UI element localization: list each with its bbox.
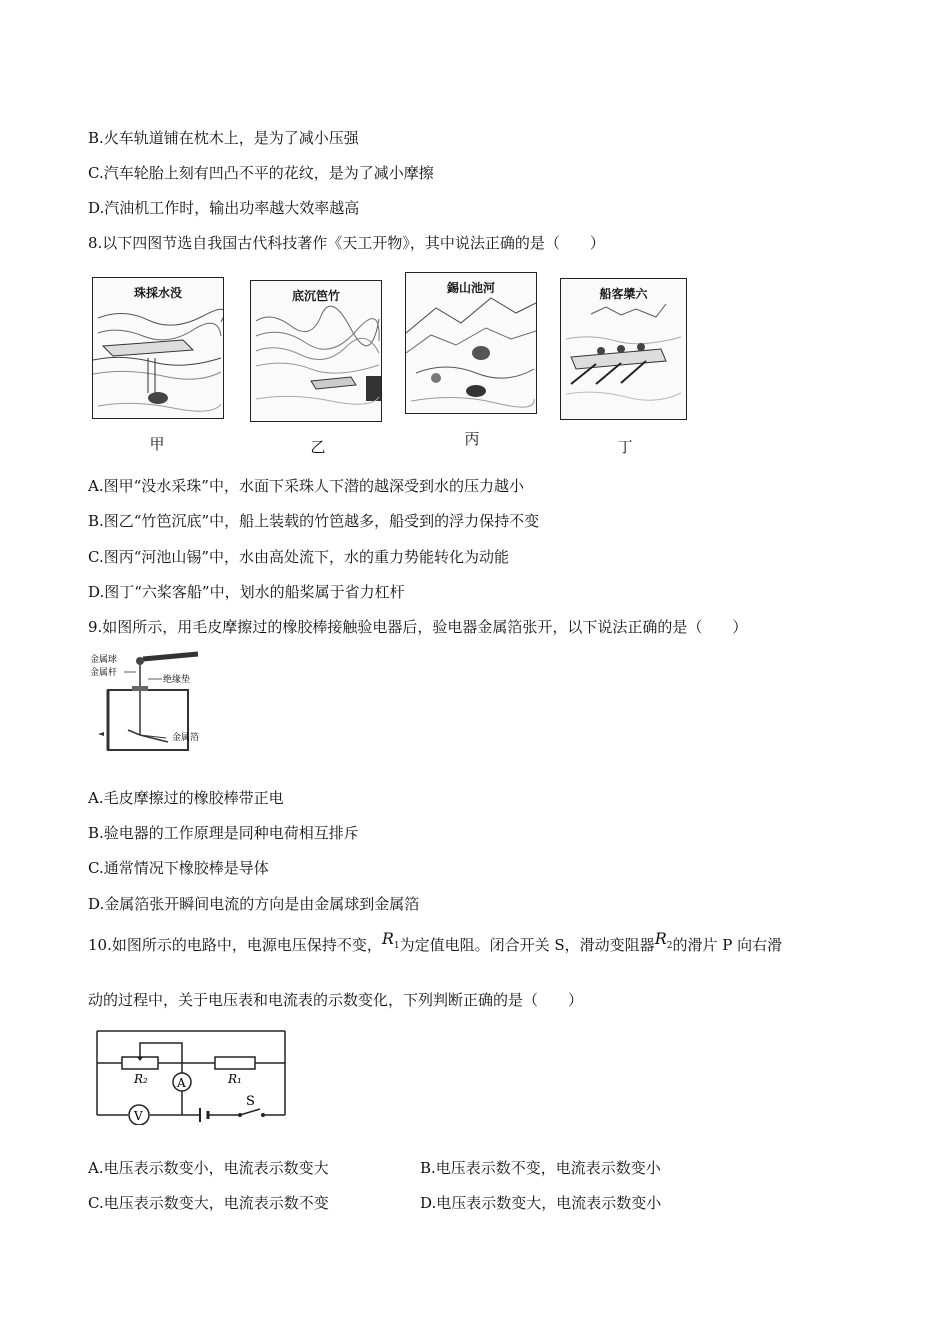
q8-label-jia: 甲	[149, 435, 165, 453]
q9-electroscope-drawing	[88, 650, 218, 765]
q10-label-switch: S	[246, 1094, 255, 1109]
q8-panel-bing-illustration	[406, 273, 536, 413]
q8-panel-jia-title: 珠採水没	[133, 286, 182, 300]
q10-r1-symbol	[381, 929, 400, 952]
q10-label-r1: R₁	[228, 1072, 242, 1086]
q8-label-yi: 乙	[310, 438, 326, 456]
q7-option-c: C.汽车轮胎上刻有凹凸不平的花纹，是为了减小摩擦	[88, 164, 434, 182]
q7-option-d: D.汽油机工作时，输出功率越大效率越高	[88, 199, 360, 217]
q9-label-rod: 金属杆	[90, 668, 118, 678]
q9-electroscope-figure	[88, 650, 218, 765]
q7-option-b: B.火车轨道铺在枕木上，是为了减小压强	[88, 129, 359, 147]
q8-panel-jia	[92, 277, 224, 419]
q10-r2-subscript: 2	[666, 941, 673, 952]
q8-panel-yi-title: 底沉笆竹	[291, 289, 340, 303]
q8-stem: 8.以下四图节选自我国古代科技著作《天工开物》，其中说法正确的是（ ）	[88, 234, 605, 252]
q8-label-bing: 丙	[464, 430, 480, 448]
q10-stem-line1	[88, 929, 783, 962]
q9-option-d: D.金属箔张开瞬间电流的方向是由金属球到金属箔	[88, 895, 420, 913]
q10-r1-letter: R	[381, 929, 394, 948]
q9-stem: 9.如图所示，用毛皮摩擦过的橡胶棒接触验电器后，验电器金属箔张开，以下说法正确的是（ ）	[88, 618, 748, 636]
q10-circuit-diagram	[90, 1025, 295, 1125]
q10-stem-part2: 为定值电阻。闭合开关 S，滑动变阻器	[399, 936, 655, 954]
q9-option-c: C.通常情况下橡胶棒是导体	[88, 859, 269, 877]
q8-panel-bing-title: 錫山池河	[446, 281, 495, 295]
q8-panel-ding-illustration	[561, 279, 686, 419]
q10-circuit-figure	[90, 1025, 295, 1125]
q10-r2-symbol	[654, 929, 673, 952]
q10-r1-subscript: 1	[393, 941, 400, 952]
q10-option-c: C.电压表示数变大，电流表示数不变	[88, 1194, 329, 1212]
q10-stem-part3: 的滑片 P 向右滑	[672, 936, 783, 954]
q8-option-b: B.图乙“竹笆沉底”中，船上装载的竹笆越多，船受到的浮力保持不变	[88, 512, 540, 530]
q10-option-d: D.电压表示数变大，电流表示数变小	[420, 1194, 662, 1212]
q10-stem-line2: 动的过程中，关于电压表和电流表的示数变化，下列判断正确的是（ ）	[88, 991, 584, 1009]
q8-option-a: A.图甲“没水采珠”中，水面下采珠人下潜的越深受到水的压力越小	[88, 477, 524, 495]
q9-option-a: A.毛皮摩擦过的橡胶棒带正电	[88, 789, 284, 807]
q8-panel-jia-illustration	[93, 278, 223, 418]
q10-label-voltmeter: V	[134, 1109, 143, 1123]
q8-panel-bing	[405, 272, 537, 414]
q8-option-c: C.图丙“河池山锡”中，水由高处流下，水的重力势能转化为动能	[88, 548, 510, 566]
q9-label-pad: 绝缘垫	[163, 675, 191, 685]
q10-label-r2: R₂	[134, 1072, 148, 1086]
q10-option-a: A.电压表示数变小，电流表示数变大	[88, 1159, 329, 1177]
q8-panel-ding	[560, 278, 687, 420]
q9-option-b: B.验电器的工作原理是同种电荷相互排斥	[88, 824, 359, 842]
q9-label-ball: 金属球	[90, 655, 118, 665]
q8-panel-yi-illustration	[251, 281, 381, 421]
q10-label-ammeter: A	[177, 1076, 186, 1090]
q10-stem-part1: 10.如图所示的电路中，电源电压保持不变，	[88, 936, 382, 954]
q8-panel-yi	[250, 280, 382, 422]
q9-label-foil: 金属箔	[172, 733, 200, 743]
q8-panel-ding-title: 船客槳六	[599, 287, 648, 301]
q10-r2-letter: R	[654, 929, 667, 948]
q8-option-d: D.图丁“六桨客船”中，划水的船桨属于省力杠杆	[88, 583, 405, 601]
q10-option-b: B.电压表示数不变，电流表示数变小	[420, 1159, 661, 1177]
q8-label-ding: 丁	[617, 438, 633, 456]
